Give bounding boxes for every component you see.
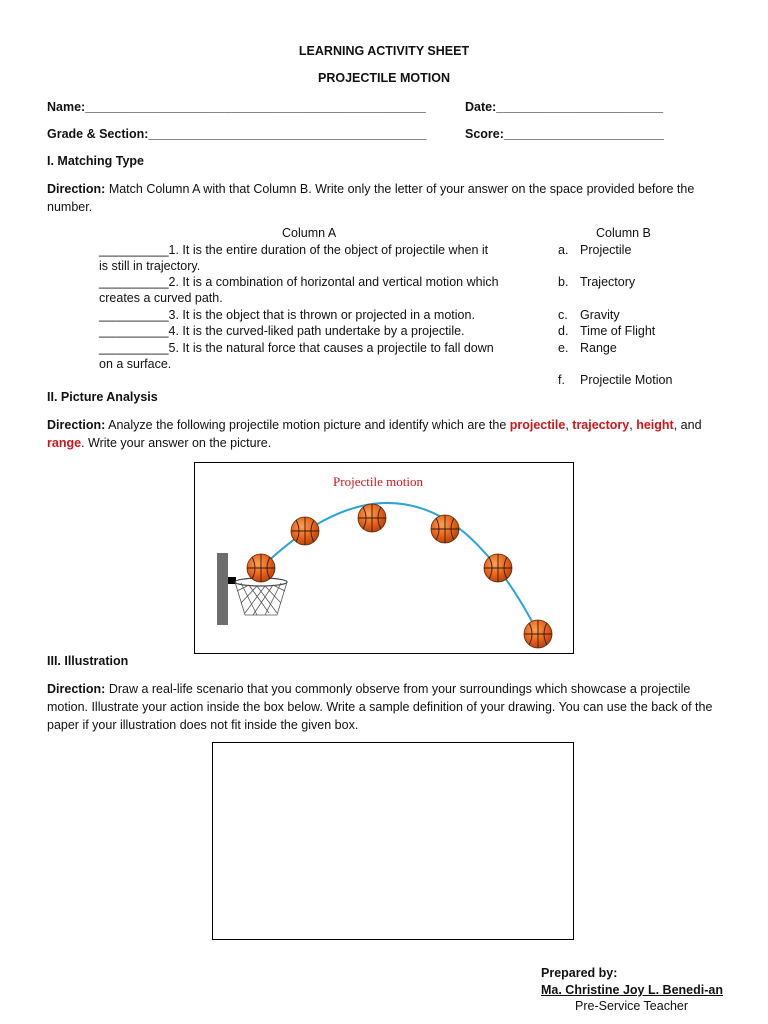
projectile-diagram: [195, 463, 572, 652]
item-5-line1: __________5. It is the natural force that causes a projectile to fall down: [99, 341, 494, 355]
direction-label: Direction:: [47, 182, 106, 196]
basketball-ball-3: [358, 504, 386, 532]
item-2-line1: __________2. It is a combination of horizontal and vertical motion which: [99, 275, 499, 289]
choice-text: Projectile: [580, 243, 632, 257]
basketball-ball-6: [524, 620, 552, 648]
choice-letter: f.: [558, 373, 565, 387]
choice-letter: b.: [558, 275, 569, 289]
choice-a: [558, 243, 631, 257]
choice-c: [558, 308, 620, 322]
item-1-line1: __________1. It is the entire duration of the object of projectile when it: [99, 243, 489, 257]
illustration-box[interactable]: [212, 742, 574, 940]
author-name: Ma. Christine Joy L. Benedi-an: [541, 983, 723, 997]
item-3-line1: __________3. It is the object that is thrown or projected in a motion.: [99, 308, 475, 322]
grade-section-field[interactable]: Grade & Section:________________________________________: [47, 127, 427, 141]
keyword-projectile: projectile: [509, 418, 566, 432]
choice-letter: e.: [558, 341, 569, 355]
direction-label: Direction:: [47, 682, 106, 696]
basketball-net: [235, 578, 287, 615]
sep: ,: [629, 418, 637, 432]
item-4-line1: __________4. It is the curved-liked path undertake by a projectile.: [99, 324, 465, 338]
name-field[interactable]: Name:_________________________________________________: [47, 100, 426, 114]
projectile-picture: [194, 462, 574, 654]
section-3-direction: [47, 680, 732, 734]
keyword-height: height: [636, 418, 674, 432]
author-role: Pre-Service Teacher: [575, 999, 689, 1013]
section-3-heading: III. Illustration: [47, 654, 129, 668]
column-b-header: Column B: [596, 226, 651, 240]
choice-letter: d.: [558, 324, 569, 338]
keyword-range: range: [47, 436, 82, 450]
sep: , and: [673, 418, 702, 432]
section-2-direction: [47, 416, 732, 452]
sheet-subtitle: PROJECTILE MOTION: [318, 71, 450, 85]
choice-text: Trajectory: [580, 275, 636, 289]
direction-label: Direction:: [47, 418, 106, 432]
keyword-trajectory: trajectory: [572, 418, 630, 432]
choice-e: [558, 341, 617, 355]
picture-title: Projectile motion: [333, 474, 423, 489]
basketball-ball-5: [484, 554, 512, 582]
date-field[interactable]: Date:________________________: [465, 100, 664, 114]
column-a-header: Column A: [282, 226, 337, 240]
choice-b: [558, 275, 635, 289]
choice-text: Projectile Motion: [580, 373, 673, 387]
choice-text: Range: [580, 341, 617, 355]
score-field[interactable]: Score:_______________________: [465, 127, 664, 141]
backboard: [217, 553, 228, 625]
rim-bracket: [228, 577, 236, 584]
item-5-line2: on a surface.: [99, 357, 172, 371]
prepared-by-label: Prepared by:: [541, 966, 618, 980]
choice-letter: c.: [558, 308, 568, 322]
basketball-ball-2: [291, 517, 319, 545]
choice-f: [558, 373, 672, 387]
direction-text: Match Column A with that Column B. Write only the letter of your answer on the space provided before the number.: [47, 182, 695, 214]
direction-text: Draw a real-life scenario that you commonly observe from your surroundings which showcase a projectile motion. Illustrate your action inside the box below. Write a sample definition of your drawing. You can use the back of the paper if your illustration does not fit inside the given box.: [47, 682, 713, 732]
basketball-ball-4: [431, 515, 459, 543]
sheet-title: LEARNING ACTIVITY SHEET: [298, 44, 470, 58]
basketball-ball-1: [247, 554, 275, 582]
section-2-heading: II. Picture Analysis: [47, 390, 158, 404]
choice-d: [558, 324, 655, 338]
section-1-heading: I. Matching Type: [47, 154, 144, 168]
sep: ,: [565, 418, 573, 432]
item-2-line2: creates a curved path.: [99, 291, 223, 305]
item-1-line2: is still in trajectory.: [99, 259, 201, 273]
section-1-direction: [47, 180, 727, 216]
choice-text: Time of Flight: [580, 324, 656, 338]
direction-text: Analyze the following projectile motion picture and identify which are the: [105, 418, 510, 432]
choice-letter: a.: [558, 243, 569, 257]
choice-text: Gravity: [580, 308, 620, 322]
direction-text-end: . Write your answer on the picture.: [81, 436, 272, 450]
